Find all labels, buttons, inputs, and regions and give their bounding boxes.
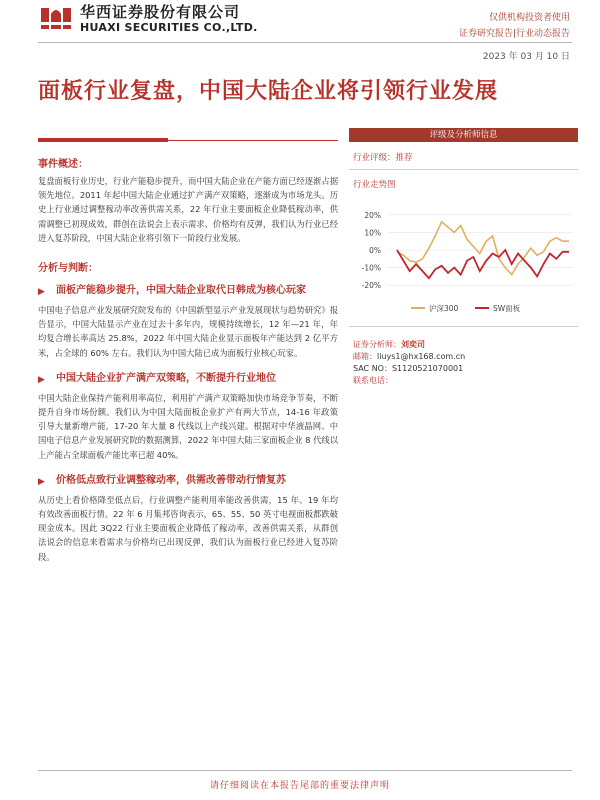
analyst-email[interactable]: liuys1@hx168.com.cn <box>377 352 466 361</box>
phone-label: 联系电话： <box>353 376 393 385</box>
report-title: 面板行业复盘，中国大陆企业将引领行业发展 <box>38 79 499 104</box>
report-header <box>0 0 600 70</box>
main-column <box>38 138 338 564</box>
point-3-title: 价格低点致行业调整稼动率，供需改善带动行情复苏 <box>56 474 286 486</box>
bullet-arrow-icon: ▶ <box>38 374 45 385</box>
industry-rating <box>349 151 578 163</box>
analysis-heading: 分析与判断： <box>38 263 98 275</box>
sac-number: S1120521070001 <box>391 364 464 373</box>
sidebar-divider <box>349 169 578 170</box>
point-2-title: 中国大陆企业扩产满产双策略，不断提升行业地位 <box>56 372 276 384</box>
analyst-name: 刘奕司 <box>401 340 425 349</box>
sac-row <box>353 363 578 375</box>
y-tick-label: -20% <box>361 281 381 291</box>
point-1-heading <box>38 284 338 299</box>
header-divider <box>38 42 572 43</box>
usage-note: 仅供机构投资者使用 <box>488 13 570 23</box>
rating-value: 推荐 <box>395 153 413 163</box>
report-date: 2023 年 03 月 10 日 <box>482 52 570 62</box>
company-name-en: HUAXI SECURITIES CO.,LTD. <box>80 21 258 34</box>
point-1-title: 面板产能稳步提升，中国大陆企业取代日韩成为核心玩家 <box>56 285 306 297</box>
bullet-arrow-icon: ▶ <box>38 287 45 298</box>
sidebar <box>349 128 578 387</box>
legend-label: 沪深300 <box>429 304 459 313</box>
analyst-label: 证券分析师： <box>353 340 401 349</box>
sidebar-divider <box>349 326 578 327</box>
footer-divider <box>38 770 572 771</box>
y-tick-label: 10% <box>364 228 381 238</box>
legend-label: SW面板 <box>493 304 521 313</box>
huaxi-logo-icon <box>38 2 74 32</box>
trend-chart-svg <box>349 194 578 322</box>
phone-row <box>353 375 578 387</box>
analyst-info <box>349 339 578 387</box>
series-line-sw-panel <box>397 250 569 278</box>
trend-label: 行业走势图 <box>353 180 396 190</box>
y-tick-label: 0% <box>369 246 381 255</box>
y-tick-label: -10% <box>361 263 381 273</box>
legal-disclaimer: 请仔细阅读在本报告尾部的重要法律声明 <box>209 781 390 791</box>
point-3-text: 从历史上看价格降至低点后，行业调整产能利用率能改善供需，15 年、19 年均有效改善面板行情。22 年 6 月集邦咨询表示，65、55、50 英寸电视面板都跌破现金成本。因此 3Q22 行业主要面板企业降低了稼动率，改善供需关系，从群创法说会的信息来看需求与价格均已出现反弹，我们认为面板行业已经进入复苏阶段。 <box>38 494 338 562</box>
report-type: 证券研究报告|行业动态报告 <box>458 29 570 39</box>
point-2-text: 中国大陆企业保持产能利用率高位，利用扩产满产双策略加快市场竞争节奏，不断提升自身市场份额。我们认为中国大陆面板企业扩产有两大节点，14-16 年政策引导大量新增产能，17-20 年大量 8 代线以上产线兴建。根据对中华液晶网、中国电子信息产业发展研究院的数据测算，2022 年中国大陆三家面板企业 8 代线以上产能占全球面板产能比率已超 40%。 <box>38 392 338 460</box>
email-row <box>353 351 578 363</box>
summary-text: 复盘面板行业历史，行业产能稳步提升，而中国大陆企业在产能方面已经逐渐占据领先地位。2011 年起中国大陆企业通过扩产满产双策略，逐渐成为市场龙头。历史上行业通过调整稼动率改善供需关系，22 年行业主要面板企业降低稼动率，供需调整已初现成效，群创在法说会上表示需求、价格均有反弹，我们认为行业已经进入复苏阶段，中国大陆企业将引领下一阶段行业发展。 <box>38 176 338 243</box>
sidebar-header: 评级及分析师信息 <box>349 128 578 142</box>
point-1-text: 中国电子信息产业发展研究院发布的《中国新型显示产业发展现状与趋势研究》报告显示，中国大陆显示产业在过去十多年内，规模持续增长，12 年—21 年，年均复合增长率高达 25.8%，2022 年中国大陆企业显示面板年产能达到 2 亿平方米，占全球的 60% 左右。我们认为中国大陆已成为面板行业核心玩家。 <box>38 305 338 358</box>
title-accent-line <box>38 140 338 141</box>
trend-chart <box>349 194 578 322</box>
sac-label: SAC NO： <box>353 364 392 373</box>
point-2-heading <box>38 372 338 387</box>
summary-heading: 事件概述： <box>38 159 88 170</box>
analyst-row <box>353 339 578 351</box>
rating-label: 行业评级： <box>353 153 396 163</box>
company-name-cn: 华西证券股份有限公司 <box>80 3 241 21</box>
email-label: 邮箱： <box>353 352 377 361</box>
bullet-arrow-icon: ▶ <box>38 476 45 487</box>
y-tick-label: 20% <box>364 210 381 220</box>
point-3-heading <box>38 474 338 489</box>
